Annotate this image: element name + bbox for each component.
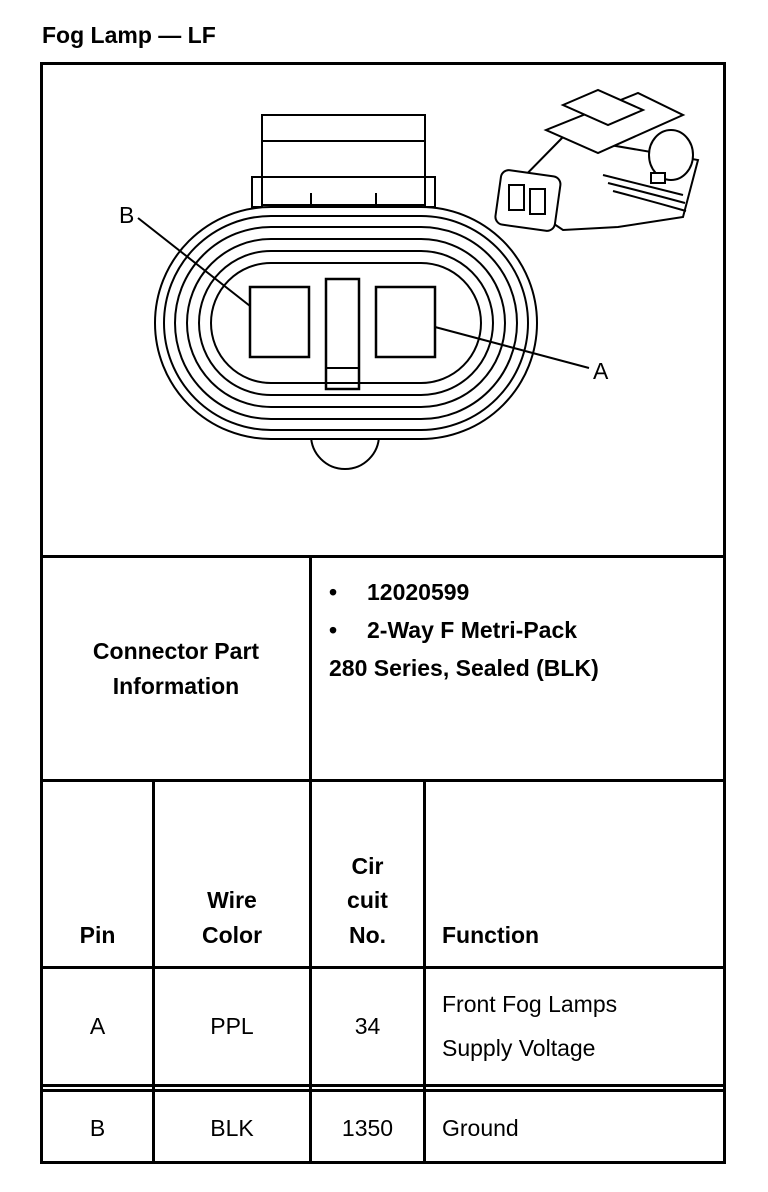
header-function bbox=[442, 782, 722, 952]
connector-type-line bbox=[329, 612, 599, 650]
connector-key-tab bbox=[311, 435, 379, 469]
part-number: 12020599 bbox=[367, 579, 470, 605]
header-pin-text: Pin bbox=[79, 921, 116, 948]
header-wire-color bbox=[155, 782, 309, 952]
function-line1: Front Fog Lamps bbox=[442, 990, 618, 1017]
table-row-a-pin bbox=[43, 969, 152, 1084]
pin-label-a: A bbox=[593, 358, 609, 384]
header-circuit-line1: Cir bbox=[351, 852, 384, 879]
table-row-b-circuit bbox=[312, 1092, 423, 1164]
pin-value: A bbox=[89, 1013, 106, 1040]
function-line2: Supply Voltage bbox=[442, 1034, 596, 1061]
page-title: Fog Lamp — LF bbox=[42, 22, 216, 48]
divider bbox=[423, 779, 426, 1164]
header-wire-line1: Wire bbox=[207, 887, 257, 913]
header-circuit-no bbox=[312, 782, 423, 952]
header-wire-line2: Color bbox=[201, 921, 263, 948]
connector-type: 2-Way F Metri-Pack bbox=[367, 616, 578, 643]
connector-face-diagram bbox=[43, 65, 723, 555]
pin-value: B bbox=[89, 1114, 106, 1141]
circuit-value: 34 bbox=[354, 1013, 381, 1040]
connector-series: 280 Series, Sealed (BLK) bbox=[329, 654, 599, 681]
wire-color-value: PPL bbox=[210, 1013, 254, 1040]
table-row-b-wire bbox=[155, 1092, 309, 1164]
divider bbox=[40, 1084, 726, 1087]
table-row-b-function bbox=[442, 1092, 722, 1164]
header-circuit-line3: No. bbox=[348, 921, 387, 948]
circuit-value: 1350 bbox=[341, 1114, 394, 1141]
pin-label-b: B bbox=[119, 202, 135, 228]
table-row-b-pin bbox=[43, 1092, 152, 1164]
connector-info-label-line1: Connector Part bbox=[92, 638, 260, 664]
table-row-a-circuit bbox=[312, 969, 423, 1084]
wire-color-value: BLK bbox=[210, 1114, 254, 1141]
function-line1: Ground bbox=[442, 1114, 519, 1141]
table-row-a-wire bbox=[155, 969, 309, 1084]
connector-info-details bbox=[329, 574, 723, 774]
connector-info-label-line2: Information bbox=[112, 672, 240, 699]
connector-iso-view bbox=[494, 90, 698, 232]
header-function-text: Function bbox=[442, 921, 540, 948]
bullet: • bbox=[329, 579, 338, 605]
bullet: • bbox=[329, 616, 338, 643]
header-pin bbox=[43, 782, 152, 952]
connector-latch bbox=[262, 115, 425, 205]
table-row-a-function bbox=[442, 969, 722, 1084]
part-number-line bbox=[329, 574, 599, 612]
connector-body bbox=[155, 207, 537, 439]
connector-info-label bbox=[43, 558, 309, 779]
header-circuit-line2: cuit bbox=[347, 887, 388, 913]
